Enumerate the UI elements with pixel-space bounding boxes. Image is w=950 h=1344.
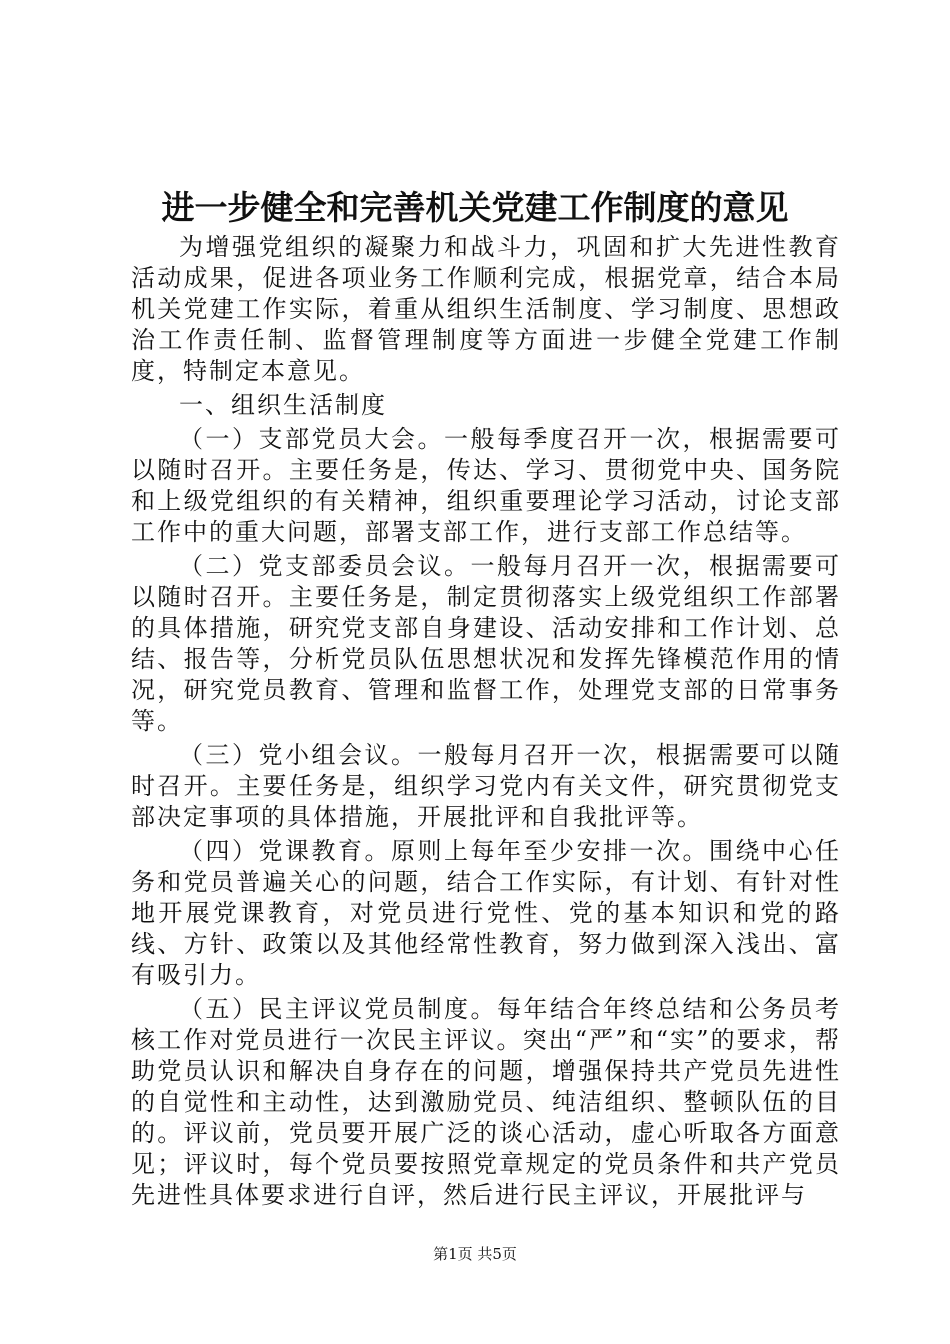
section-heading: 一、组织生活制度	[179, 391, 387, 419]
intro-paragraph: 为增强党组织的凝聚力和战斗力，巩固和扩大先进性教育活动成果，促进各项业务工作顺利完成，根据党章，结合本局机关党建工作实际，着重从组织生活制度、学习制度、思想政治工作责任制、监督管理制度等方面进一步健全党建工作制度，特制定本意见。	[131, 233, 841, 385]
document-title: 进一步健全和完善机关党建工作制度的意见	[161, 188, 789, 227]
paragraph-3: （三）党小组会议。一般每月召开一次，根据需要可以随时召开。主要任务是，组织学习党内有关文件，研究贯彻党支部决定事项的具体措施，开展批评和自我批评等。	[131, 741, 841, 831]
paragraph-1: （一）支部党员大会。一般每季度召开一次，根据需要可以随时召开。主要任务是，传达、学习、贯彻党中央、国务院和上级党组织的有关精神，组织重要理论学习活动，讨论支部工作中的重大问题，部署支部工作，进行支部工作总结等。	[131, 425, 841, 546]
paragraph-2: （二）党支部委员会议。一般每月召开一次，根据需要可以随时召开。主要任务是，制定贯彻落实上级党组织工作部署的具体措施，研究党支部自身建设、活动安排和工作计划、总结、报告等，分析党员队伍思想状况和发挥先锋模范作用的情况，研究党员教育、管理和监督工作，处理党支部的日常事务等。	[131, 552, 841, 735]
page-footer: 第1页 共5页	[433, 1245, 517, 1263]
paragraph-5: （五）民主评议党员制度。每年结合年终总结和公务员考核工作对党员进行一次民主评议。突出“严”和“实”的要求，帮助党员认识和解决自身存在的问题，增强保持共产党员先进性的自觉性和主动性，达到激励党员、纯洁组织、整顿队伍的目的。评议前，党员要开展广泛的谈心活动，虚心听取各方面意见；评议时，每个党员要按照党章规定的党员条件和共产党员先进性具体要求进行自评，然后进行民主评议，开展批评与	[131, 995, 841, 1209]
document-body	[131, 232, 841, 1211]
paragraph-4: （四）党课教育。原则上每年至少安排一次。围绕中心任务和党员普遍关心的问题，结合工作实际，有计划、有针对性地开展党课教育，对党员进行党性、党的基本知识和党的路线、方针、政策以及其他经常性教育，努力做到深入浅出、富有吸引力。	[131, 837, 841, 989]
